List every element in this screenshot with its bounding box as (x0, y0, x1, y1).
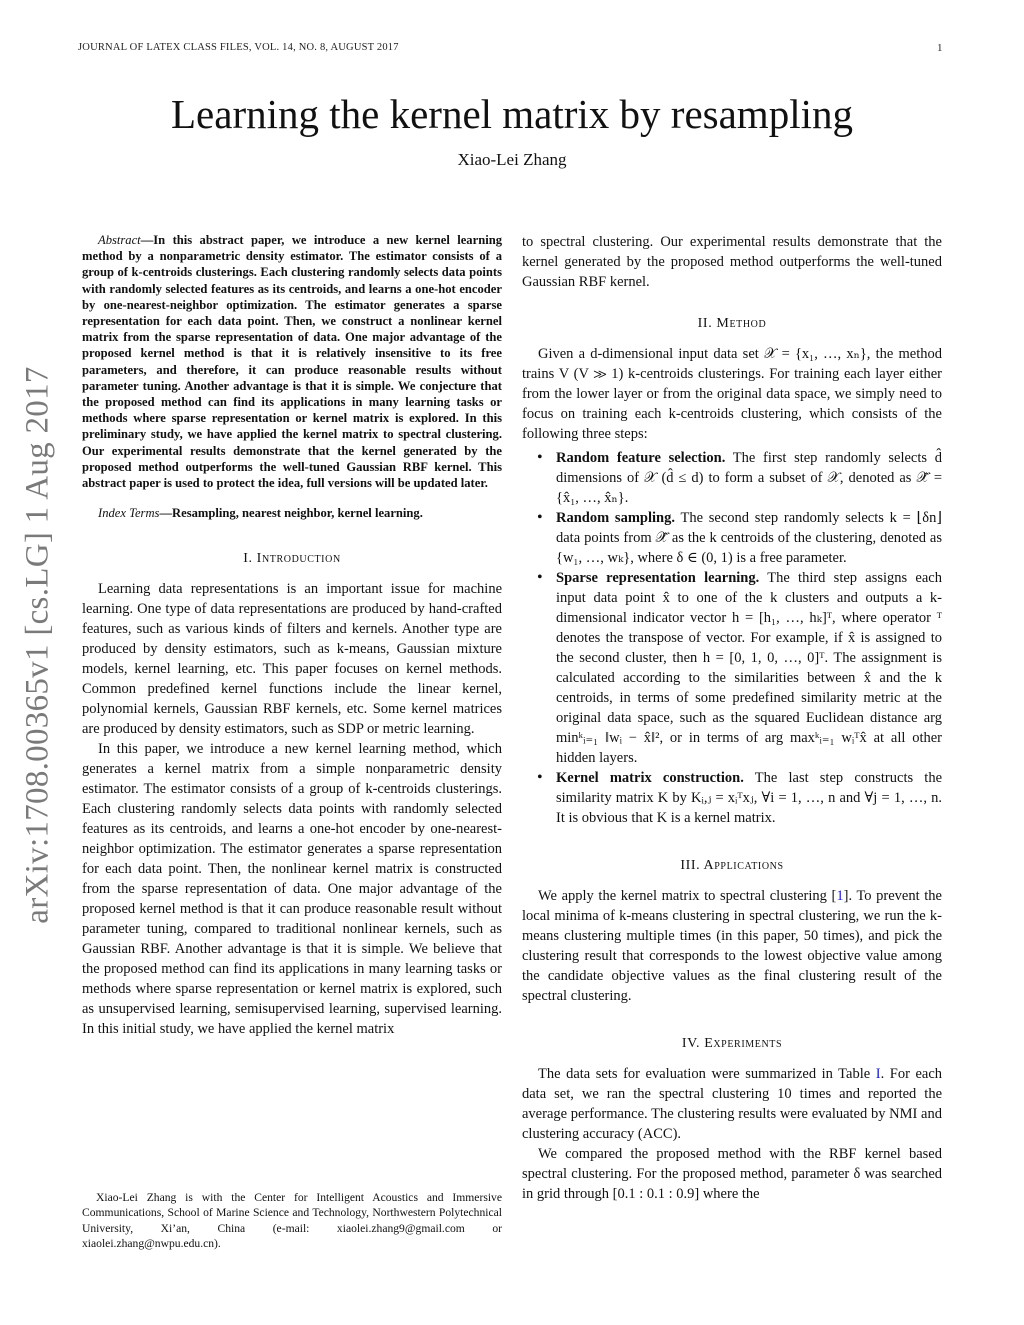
list-item (522, 768, 942, 828)
citation-link[interactable]: 1 (836, 888, 844, 904)
step-title: Random sampling. (556, 510, 675, 526)
method-paragraph-1: Given a d-dimensional input data set 𝒳 = {x₁, …, xₙ}, the method trains V (V ≫ 1) k-centroids clusterings. For training each layer either from the lower layer or from the original data space, we simply need to focus on training each k-centroids clustering, which consists of the following three steps: (522, 346, 942, 442)
table-ref-link[interactable]: I (875, 1066, 881, 1082)
applications-text-end: ]. To prevent the local minima of k-means clustering in spectral clustering, we run the k-means clustering multiple times (in this paper, 50 times), and pick the clustering result that corresponds to the lowest objective value among the candidate objective values as the final clustering result of the spectral clustering. (522, 888, 942, 1004)
experiments-paragraph-1 (522, 1064, 942, 1144)
step-text: The third step assigns each input data point x̂ to one of the k clusters and outputs a k-dimensional indicator vector h = [h₁, …, hₖ]ᵀ, where operator ᵀ denotes the transpose of vector. For example, if x̂ is assigned to the second cluster, then h = [0, 1, 0, …, 0]ᵀ. The assignment is calculated according to the similarities between x̂ and the k centroids, in terms of some predefined similarity metric at the original data space, such as the squared Euclidean distance arg minᵏᵢ₌₁ ‖wᵢ − x̂‖², or in terms of arg maxᵏᵢ₌₁ wᵢᵀx̂ at all other hidden layers. (556, 570, 942, 766)
step-title: Random feature selection. (556, 450, 726, 466)
arxiv-stamp: arXiv:1708.00365v1 [cs.LG] 1 Aug 2017 (19, 366, 56, 924)
paper-author: Xiao-Lei Zhang (457, 150, 567, 169)
step-text: The first step randomly selects d̂ dimensions of 𝒳 (d̂ ≤ d) to form a subset of 𝒳, denoted as 𝒳̂ = {x̂₁, …, x̂ₙ}. (556, 450, 942, 506)
index-terms (82, 505, 502, 521)
left-column (82, 232, 502, 1039)
section-heading-experiments: IV. Experiments (681, 1036, 783, 1051)
section-heading-applications: III. Applications (680, 858, 784, 873)
step-title: Kernel matrix construction. (556, 770, 744, 786)
abstract (82, 232, 502, 491)
list-item (522, 448, 942, 508)
intro-paragraph-1: Learning data representations is an important issue for machine learning. One type of data representations are produced by hand-crafted features, such as various kinds of filters and kernels. Another type are produced by density estimators, such as k-means, Gaussian mixture models, kernel learning, etc. This paper focuses on kernel methods. Common predefined kernel functions include the linear kernel, polynomial kernels, Gaussian RBF kernels, etc. Some kernel matrices are produced by density estimators, such as SDP or metric learning. (82, 581, 502, 738)
step-text: The second step randomly selects k = ⌊δn⌋ data points from 𝒳̂ as the k centroids of the clustering, denoted as {w₁, …, wₖ}, where δ ∈ (0, 1) is a free parameter. (556, 510, 943, 566)
step-text: The last step constructs the similarity matrix K by Kᵢ,ⱼ = xᵢᵀxⱼ, ∀i = 1, …, n and ∀j = 1, …, n. It is obvious that K is a kernel matrix. (556, 770, 942, 826)
list-item (522, 508, 942, 568)
intro-paragraph-2: In this paper, we introduce a new kernel learning method, which generates a kernel matrix from a simple nonparametric density estimator. The estimator consists of a group of k-centroids clusterings. Each clustering randomly selects data points with randomly selected features as its centroids, and learns a one-hot encoder by one-nearest-neighbor optimization. The estimator generates a sparse representation for each data point. Then, the nonlinear kernel matrix is constructed from the sparse representation of data. One major advantage of the proposed kernel method is that it can produce reasonable result without parameter tuning, compared to traditional nonlinear kernels, such as Gaussian RBF. Another advantage is that it is simple. We believe that the proposed method can find its applications in many learning tasks or methods where sparse representation or kernel matrix is explored, such as unsupervised learning, semisupervised learning, supervised learning. In this initial study, we have applied the kernel matrix (82, 741, 502, 1038)
applications-paragraph-1 (522, 886, 942, 1006)
method-step-list (522, 448, 942, 828)
step-title: Sparse representation learning. (556, 570, 760, 586)
experiments-text-start: The data sets for evaluation were summarized in Table (538, 1066, 876, 1082)
abstract-text: —In this abstract paper, we introduce a new kernel learning method by a nonparametric density estimator. The estimator consists of a group of k-centroids clusterings. Each clustering randomly selects data points with randomly selected features as its centroids, and learns a one-hot encoder by one-nearest-neighbor optimization. The estimator generates a sparse representation for each data point. Then, we construct a nonlinear kernel matrix from the sparse representation of data. One major advantage of the proposed kernel method is that it is relatively insensitive to its free parameters, and therefore, it can produce reasonable results without parameter tuning. Another advantage is that it is simple. We conjecture that the proposed method can find its applications in many learning tasks or methods where sparse representation or kernel matrix is explored. In this preliminary study, we have applied the kernel matrix to spectral clustering. Our experimental results demonstrate that the kernel generated by the proposed method outperforms the well-tuned Gaussian RBF kernel. This abstract paper is used to protect the idea, full versions will be updated later. (82, 233, 502, 491)
index-terms-lead: Index Terms (98, 506, 160, 521)
section-heading-introduction: I. Introduction (243, 551, 341, 567)
experiments-text-end: . For each data set, we ran the spectral clustering 10 times and reported the average performance. The clustering results were evaluated by NMI and clustering accuracy (ACC). (522, 1066, 942, 1142)
index-terms-text: —Resampling, nearest neighbor, kernel learning. (159, 506, 423, 521)
author-footnote: Xiao-Lei Zhang is with the Center for Intelligent Acoustics and Immersive Communications, School of Marine Science and Technology, Northwestern Polytechnical University, Xi’an, China (e-mail: xiaolei.zhang9@gmail.com or xiaolei.zhang@nwpu.edu.cn). (82, 1191, 502, 1251)
intro-paragraph-2-continued: to spectral clustering. Our experimental results demonstrate that the kernel generated by the proposed method outperforms the well-tuned Gaussian RBF kernel. (522, 234, 942, 290)
right-column (522, 232, 942, 1204)
list-item (522, 568, 942, 768)
section-heading-method: II. Method (697, 316, 767, 331)
paper-title: Learning the kernel matrix by resampling (171, 91, 853, 137)
experiments-paragraph-2: We compared the proposed method with the RBF kernel based spectral clustering. For the proposed method, parameter δ was searched in grid through [0.1 : 0.1 : 0.9] where the (522, 1146, 942, 1202)
running-head: JOURNAL OF LATEX CLASS FILES, VOL. 14, NO. 8, AUGUST 2017 (78, 42, 399, 53)
abstract-lead: Abstract (98, 233, 141, 247)
applications-text-start: We apply the kernel matrix to spectral clustering [ (538, 888, 837, 904)
page-number: 1 (937, 42, 943, 54)
